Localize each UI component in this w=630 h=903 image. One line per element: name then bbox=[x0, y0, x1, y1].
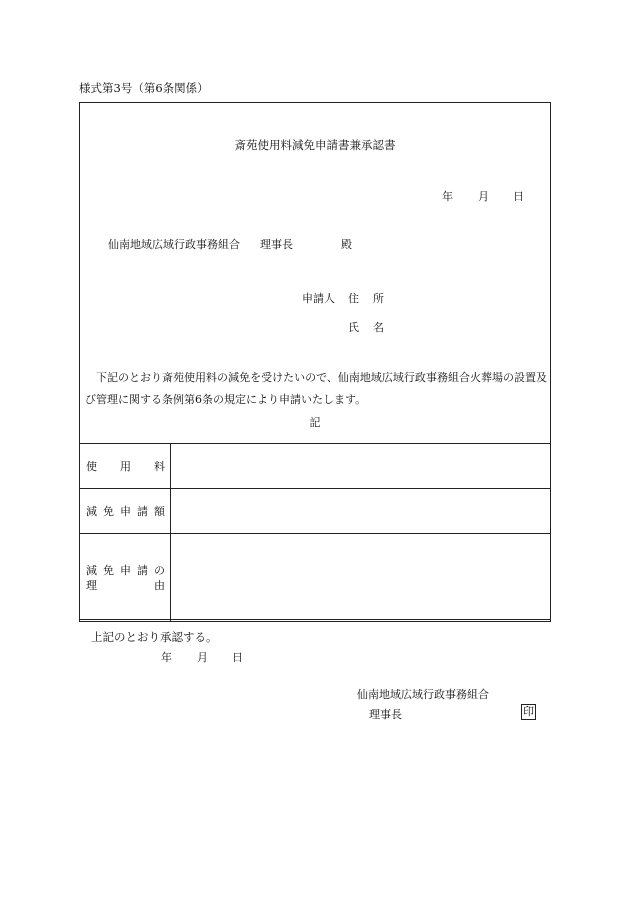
label-char: 申 bbox=[120, 563, 131, 577]
date-day-label: 日 bbox=[513, 190, 524, 203]
label-char: 料 bbox=[154, 460, 165, 473]
applicant-name-label: 氏名 bbox=[348, 321, 398, 334]
label-char: 額 bbox=[154, 505, 165, 518]
reduction-amount-value-cell[interactable] bbox=[171, 489, 551, 534]
reduction-reason-label-cell bbox=[80, 534, 171, 622]
label-char: 請 bbox=[137, 563, 148, 577]
approval-month-label: 月 bbox=[197, 651, 208, 664]
form-frame bbox=[79, 102, 551, 620]
label-char: 用 bbox=[120, 460, 131, 473]
approval-text: 上記のとおり承認する。 bbox=[91, 630, 218, 644]
reduction-amount-label bbox=[86, 503, 165, 519]
usage-fee-label bbox=[86, 458, 165, 474]
label-char: 免 bbox=[103, 563, 114, 577]
table-row-reduction-amount bbox=[80, 489, 551, 534]
usage-fee-value-cell[interactable] bbox=[171, 444, 551, 489]
table-row-usage-fee bbox=[80, 444, 551, 489]
label-char: 理 bbox=[86, 578, 97, 592]
approval-year-label: 年 bbox=[161, 651, 172, 664]
seal-mark: 印 bbox=[523, 705, 534, 718]
applicant-address-label: 住所 bbox=[348, 292, 398, 305]
addressee-honorific: 殿 bbox=[341, 238, 352, 251]
label-char: 使 bbox=[86, 460, 97, 473]
record-mark: 記 bbox=[309, 416, 321, 429]
reduction-reason-label-line2 bbox=[86, 578, 165, 593]
approval-day-label: 日 bbox=[232, 651, 243, 664]
label-char: 由 bbox=[154, 578, 165, 592]
reduction-amount-label-cell bbox=[80, 489, 171, 534]
approver-title: 理事長 bbox=[369, 708, 402, 721]
document-title: 斎苑使用料減免申請書兼承認書 bbox=[234, 138, 396, 152]
applicant-label: 申請人 bbox=[302, 292, 335, 305]
form-number: 様式第3号（第6条関係） bbox=[79, 81, 209, 95]
date-year-label: 年 bbox=[442, 190, 453, 203]
label-char: 減 bbox=[86, 563, 97, 577]
table-row-reduction-reason bbox=[80, 534, 551, 622]
label-char: 免 bbox=[103, 505, 114, 518]
addressee-organization: 仙南地域広域行政事務組合 bbox=[108, 238, 240, 251]
usage-fee-label-cell bbox=[80, 444, 171, 489]
request-body-text: 下記のとおり斎苑使用料の減免を受けたいので、仙南地域広域行政事務組合火葬場の設置及び管理に関する条例第6条の規定により申請いたします。 bbox=[85, 371, 547, 406]
detail-table bbox=[79, 443, 551, 622]
date-month-label: 月 bbox=[478, 190, 489, 203]
addressee-title: 理事長 bbox=[260, 238, 293, 251]
approver-organization: 仙南地域広域行政事務組合 bbox=[357, 688, 489, 701]
label-char: の bbox=[154, 563, 165, 577]
label-char: 申 bbox=[120, 505, 131, 518]
label-char: 請 bbox=[137, 505, 148, 518]
reduction-reason-value-cell[interactable] bbox=[171, 534, 551, 622]
reduction-reason-label-line1 bbox=[86, 563, 165, 578]
label-char: 減 bbox=[86, 505, 97, 518]
